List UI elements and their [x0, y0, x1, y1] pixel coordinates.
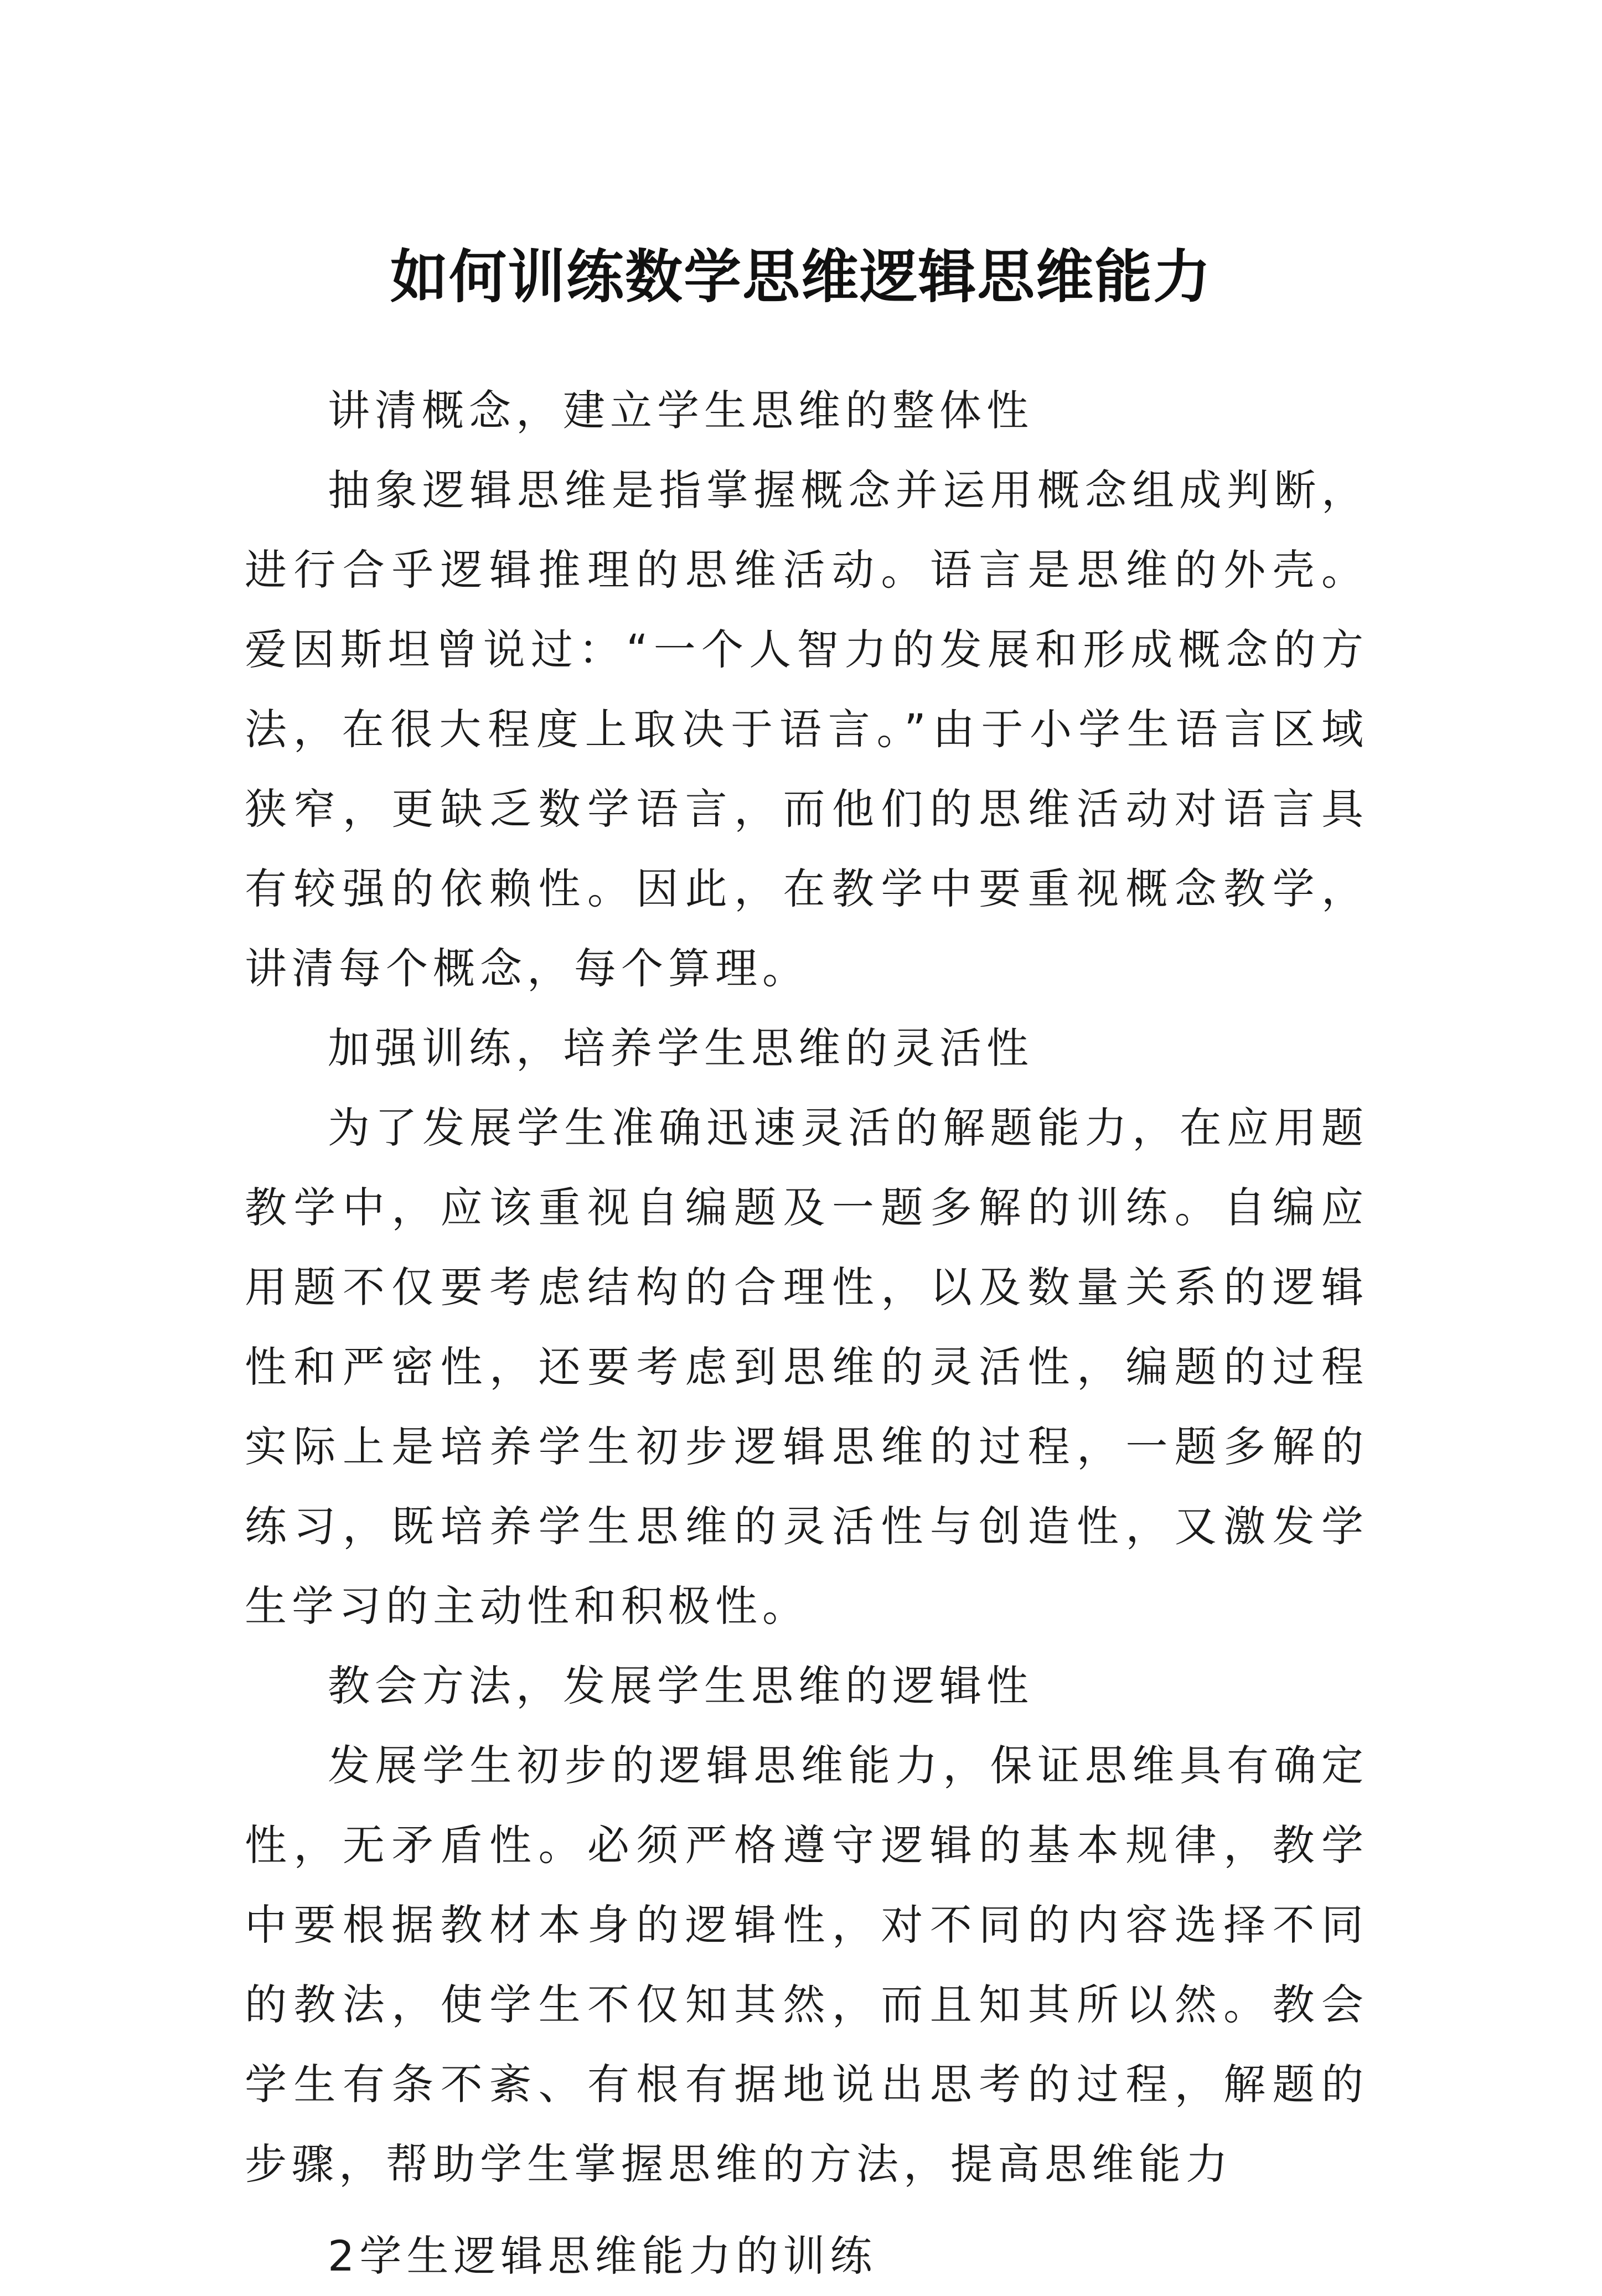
body-paragraph: 为了发展学生准确迅速灵活的解题能力，在应用题教学中，应该重视自编题及一题多解的训练。自编应用题不仅要考虑结构的合理性，以及数量关系的逻辑性和严密性，还要考虑到思维的灵活性，编题的过程实际上是培养学生初步逻辑思维的过程，一题多解的练习，既培养学生思维的灵活性与创造性，又激发学生学习的主动性和积极性。 [245, 1103, 1368, 1631]
body-paragraph: 抽象逻辑思维是指掌握概念并运用概念组成判断，进行合乎逻辑推理的思维活动。语言是思维的外壳。爱因斯坦曾说过：“一个人智力的发展和形成概念的方法，在很大程度上取决于语言。”由于小学生语言区域狭窄，更缺乏数学语言，而他们的思维活动对语言具有较强的依赖性。因此，在教学中要重视概念教学，讲清每个概念，每个算理。 [245, 466, 1368, 993]
document-body [245, 371, 1368, 2296]
section-heading: 2学生逻辑思维能力的训练 [328, 2231, 877, 2281]
body-paragraph: 发展学生初步的逻辑思维能力，保证思维具有确定性，无矛盾性。必须严格遵守逻辑的基本规律，教学中要根据教材本身的逻辑性，对不同的内容选择不同的教法，使学生不仅知其然，而且知其所以然。教会学生有条不紊、有根有据地说出思考的过程，解题的步骤，帮助学生掌握思维的方法，提高思维能力 [245, 1741, 1368, 2189]
document-title: 如何训练数学思维逻辑思维能力 [390, 242, 1212, 311]
section-heading: 加强训练，培养学生思维的灵活性 [328, 1023, 1033, 1073]
section-heading: 讲清概念，建立学生思维的整体性 [328, 386, 1033, 435]
section-heading: 教会方法，发展学生思维的逻辑性 [328, 1661, 1033, 1710]
